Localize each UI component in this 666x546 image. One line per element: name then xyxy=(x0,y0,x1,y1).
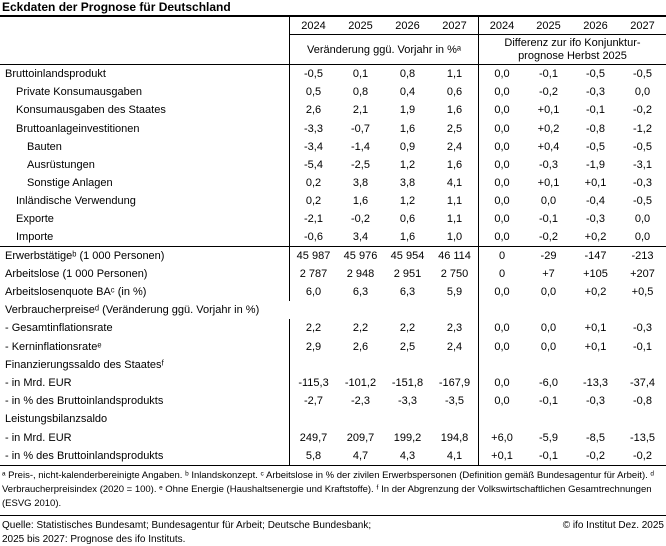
table-row xyxy=(0,265,666,283)
cell-value: 4,7 xyxy=(352,449,369,462)
cell-value: 2 948 xyxy=(346,267,375,280)
table-header xyxy=(0,17,666,65)
cell-value: 0 xyxy=(478,247,525,265)
source-line2: 2025 bis 2027: Prognose des ifo Instituts. xyxy=(2,534,186,546)
cell-value: 2,6 xyxy=(305,104,322,117)
cell-value: -0,3 xyxy=(586,213,605,226)
row-label: Private Konsumausgaben xyxy=(0,83,290,101)
row-label: Finanzierungssaldo des Staatesᶠ xyxy=(0,356,290,374)
row-label: - in Mrd. EUR xyxy=(0,428,290,446)
cell-value: +0,1 xyxy=(537,104,560,117)
cell-value: 194,8 xyxy=(440,431,469,444)
cell-value: 2,5 xyxy=(446,122,463,135)
cell-value xyxy=(572,356,619,374)
cell-value: -1,9 xyxy=(586,158,605,171)
year-column-header: 2027 xyxy=(431,17,478,35)
cell-value: 0,0 xyxy=(478,319,525,337)
cell-value: 5,8 xyxy=(305,449,322,462)
table-row xyxy=(0,174,666,192)
subtitle-change-yoy: Veränderung ggü. Vorjahr in %ᵃ xyxy=(307,43,461,56)
row-label: Konsumausgaben des Staates xyxy=(0,101,290,119)
cell-value: 0,0 xyxy=(478,374,525,392)
cell-value: +0,1 xyxy=(584,177,607,190)
row-label: - in % des Bruttoinlandsprodukts xyxy=(0,447,290,465)
table-row xyxy=(0,338,666,356)
cell-value: -5,9 xyxy=(539,431,558,444)
cell-value: 45 976 xyxy=(343,249,378,262)
cell-value: -101,2 xyxy=(344,377,377,389)
cell-value: 0,0 xyxy=(478,392,525,410)
cell-value: -3,1 xyxy=(633,158,652,171)
cell-value: -0,5 xyxy=(633,195,652,208)
row-label: Bauten xyxy=(0,138,290,156)
cell-value: 3,8 xyxy=(352,177,369,190)
cell-value: 2,9 xyxy=(305,340,322,353)
cell-value: -3,3 xyxy=(304,122,323,135)
row-label: - in % des Bruttoinlandsprodukts xyxy=(0,392,290,410)
cell-value: -3,5 xyxy=(445,395,464,408)
cell-value: +0,2 xyxy=(584,231,607,244)
cell-value: -0,3 xyxy=(586,395,605,408)
cell-value xyxy=(478,301,525,319)
header-spacer xyxy=(0,17,290,64)
cell-value: -0,1 xyxy=(539,68,558,81)
cell-value: 2,1 xyxy=(352,104,369,117)
cell-value: 2,2 xyxy=(305,322,322,335)
year-column-header: 2026 xyxy=(572,17,619,35)
row-label: Arbeitslose (1 000 Personen) xyxy=(0,265,290,283)
cell-value xyxy=(384,410,431,428)
cell-value: -0,5 xyxy=(633,140,652,153)
table-row xyxy=(0,319,666,337)
cell-value: 5,9 xyxy=(446,286,463,299)
cell-value xyxy=(478,410,525,428)
cell-value: -3,4 xyxy=(304,140,323,153)
cell-value: -0,1 xyxy=(539,213,558,226)
cell-value: -0,1 xyxy=(586,104,605,117)
cell-value: 0,0 xyxy=(478,83,525,101)
cell-value: 45 987 xyxy=(296,249,331,262)
cell-value: 0,0 xyxy=(478,192,525,210)
cell-value: 3,4 xyxy=(352,231,369,244)
cell-value: -1,4 xyxy=(351,140,370,153)
cell-value: 0,0 xyxy=(478,101,525,119)
cell-value xyxy=(337,356,384,374)
cell-value: 1,6 xyxy=(352,195,369,208)
cell-value: 0,0 xyxy=(478,138,525,156)
cell-value: 6,0 xyxy=(305,286,322,299)
table-row xyxy=(0,120,666,138)
cell-value: -13,3 xyxy=(582,377,609,389)
cell-value: +0,2 xyxy=(537,122,560,135)
row-label: Leistungsbilanzsaldo xyxy=(0,410,290,428)
cell-value: -37,4 xyxy=(629,377,656,389)
cell-value: 2 951 xyxy=(393,267,422,280)
cell-value: -2,5 xyxy=(351,158,370,171)
cell-value: 1,2 xyxy=(399,158,416,171)
cell-value: +0,4 xyxy=(537,140,560,153)
cell-value: +105 xyxy=(583,267,608,280)
table-row xyxy=(0,138,666,156)
cell-value xyxy=(525,301,572,319)
row-label: Exporte xyxy=(0,210,290,228)
cell-value: 2,4 xyxy=(446,340,463,353)
cell-value: 0,4 xyxy=(399,86,416,99)
row-label: Bruttoinlandsprodukt xyxy=(0,65,290,83)
cell-value: -0,1 xyxy=(633,340,652,353)
cell-value: 0,5 xyxy=(305,86,322,99)
cell-value: 46 114 xyxy=(438,249,471,262)
year-column-header: 2027 xyxy=(619,17,666,35)
cell-value: 0 xyxy=(478,265,525,283)
cell-value: 0,6 xyxy=(399,213,416,226)
cell-value: -0,7 xyxy=(351,122,370,135)
cell-value: -0,3 xyxy=(586,86,605,99)
row-label: Bruttoanlageinvestitionen xyxy=(0,120,290,138)
cell-value: 0,6 xyxy=(446,86,463,99)
cell-value: 209,7 xyxy=(346,431,375,444)
cell-value: -0,2 xyxy=(539,86,558,99)
row-label: Arbeitslosenquote BAᶜ (in %) xyxy=(0,283,290,301)
cell-value: 0,2 xyxy=(305,195,322,208)
year-column-header: 2024 xyxy=(478,17,525,35)
cell-value: +0,1 xyxy=(584,322,607,335)
table-row xyxy=(0,229,666,247)
cell-value xyxy=(619,410,666,428)
cell-value: 1,6 xyxy=(446,104,463,117)
cell-value: -147 xyxy=(584,249,607,262)
cell-value: -0,8 xyxy=(586,122,605,135)
cell-value: -0,6 xyxy=(304,231,323,244)
cell-value: 2 750 xyxy=(440,267,469,280)
cell-value: -0,3 xyxy=(633,177,652,190)
cell-value: 0,2 xyxy=(305,177,322,190)
cell-value: 0,1 xyxy=(352,68,369,81)
cell-value: -0,1 xyxy=(539,449,558,462)
cell-value: 0,0 xyxy=(478,210,525,228)
table-title: Eckdaten der Prognose für Deutschland xyxy=(0,0,666,17)
cell-value: -0,5 xyxy=(586,68,605,81)
cell-value: -29 xyxy=(540,249,557,262)
cell-value: -3,3 xyxy=(398,395,417,408)
cell-value: 6,3 xyxy=(399,286,416,299)
cell-value: +7 xyxy=(542,267,555,280)
row-label: Sonstige Anlagen xyxy=(0,174,290,192)
cell-value xyxy=(384,356,431,374)
source-line1: Quelle: Statistisches Bundesamt; Bundesagentur für Arbeit; Deutsche Bundesbank; xyxy=(2,520,372,532)
cell-value: -0,2 xyxy=(586,449,605,462)
cell-value: 0,9 xyxy=(399,140,416,153)
cell-value: 45 954 xyxy=(390,249,425,262)
row-label: - in Mrd. EUR xyxy=(0,374,290,392)
cell-value: 1,0 xyxy=(446,231,463,244)
cell-value: 6,3 xyxy=(352,286,369,299)
row-label: Verbraucherpreiseᵈ (Veränderung ggü. Vorjahr in %) xyxy=(5,304,260,317)
table-row xyxy=(0,356,666,374)
cell-value: +0,1 xyxy=(537,177,560,190)
cell-value: 1,1 xyxy=(446,195,463,208)
cell-value: -0,5 xyxy=(586,140,605,153)
row-label: - Kerninflationsrateᵉ xyxy=(0,338,290,356)
cell-value: 0,0 xyxy=(634,86,651,99)
cell-value: -0,8 xyxy=(633,395,652,408)
cell-value xyxy=(619,301,666,319)
cell-value: 1,1 xyxy=(446,68,463,81)
cell-value: 0,0 xyxy=(478,229,525,246)
copyright-notice: © ifo Institut Dez. 2025 xyxy=(562,520,664,532)
cell-value: 1,1 xyxy=(446,213,463,226)
cell-value: +0,1 xyxy=(584,340,607,353)
cell-value: -0,2 xyxy=(633,449,652,462)
cell-value xyxy=(525,410,572,428)
cell-value: -151,8 xyxy=(391,377,424,389)
cell-value: 1,6 xyxy=(446,158,463,171)
cell-value: 0,0 xyxy=(478,156,525,174)
cell-value: 0,8 xyxy=(399,68,416,81)
cell-value: -13,5 xyxy=(629,431,656,444)
source-block xyxy=(0,516,666,546)
cell-value: +207 xyxy=(630,267,655,280)
table-row xyxy=(0,192,666,210)
row-label: Importe xyxy=(0,229,290,246)
cell-value xyxy=(290,356,337,374)
cell-value: 0,0 xyxy=(540,322,557,335)
cell-value: 0,0 xyxy=(478,174,525,192)
cell-value: 0,0 xyxy=(540,195,557,208)
table-row xyxy=(0,447,666,465)
cell-value: 1,9 xyxy=(399,104,416,117)
cell-value: +0,5 xyxy=(631,286,654,299)
cell-value xyxy=(525,356,572,374)
cell-value xyxy=(572,410,619,428)
subtitle-diff-forecast: Differenz zur ifo Konjunktur- prognose Herbst 2025 xyxy=(478,35,666,64)
year-column-header: 2024 xyxy=(290,17,337,35)
cell-value: 1,6 xyxy=(399,231,416,244)
cell-value: -0,1 xyxy=(539,395,558,408)
cell-value: 2 787 xyxy=(299,267,328,280)
cell-value: 2,4 xyxy=(446,140,463,153)
cell-value: -213 xyxy=(631,249,654,262)
cell-value: -1,2 xyxy=(633,122,652,135)
year-column-header: 2026 xyxy=(384,17,431,35)
cell-value xyxy=(290,410,337,428)
cell-value: 0,0 xyxy=(540,340,557,353)
cell-value: 0,0 xyxy=(634,231,651,244)
cell-value: 0,0 xyxy=(478,65,525,83)
cell-value xyxy=(337,410,384,428)
table-row xyxy=(0,410,666,428)
cell-value: 199,2 xyxy=(393,431,422,444)
cell-value: 0,0 xyxy=(540,286,557,299)
table-body xyxy=(0,65,666,466)
cell-value: 4,1 xyxy=(446,177,463,190)
year-column-header: 2025 xyxy=(337,17,384,35)
cell-value: -0,2 xyxy=(351,213,370,226)
cell-value: -0,2 xyxy=(539,231,558,244)
cell-value: +6,0 xyxy=(478,428,525,446)
table-row xyxy=(0,283,666,301)
table-row xyxy=(0,374,666,392)
row-label: Ausrüstungen xyxy=(0,156,290,174)
cell-value: -0,4 xyxy=(586,195,605,208)
cell-value: -0,3 xyxy=(539,158,558,171)
year-column-header: 2025 xyxy=(525,17,572,35)
cell-value: -0,3 xyxy=(633,322,652,335)
cell-value: 1,2 xyxy=(399,195,416,208)
cell-value: 0,0 xyxy=(478,283,525,301)
cell-value: -0,5 xyxy=(633,68,652,81)
cell-value: -115,3 xyxy=(298,377,329,389)
footnotes: ᵃ Preis-, nicht-kalenderbereinigte Angaben. ᵇ Inlandskonzept. ᶜ Arbeitslose in % der zivilen Erwerbspersonen (Definition gemäß Bundesagentur für Arbeit). ᵈ Verbraucherpreisindex (2020 = 100). ᵉ Ohne Energie (Haushaltsenergie und Kraftstoffe). ᶠ In der Abgrenzung der Volkswirtschaftlichen Gesamtrechnungen (ESVG 2010). xyxy=(0,466,666,517)
cell-value: 2,2 xyxy=(399,322,416,335)
table-row xyxy=(0,83,666,101)
table-row xyxy=(0,156,666,174)
cell-value: 2,2 xyxy=(352,322,369,335)
cell-value: -2,3 xyxy=(351,395,370,408)
table-row xyxy=(0,392,666,410)
cell-value: 0,8 xyxy=(352,86,369,99)
cell-value xyxy=(478,356,525,374)
cell-value: +0,1 xyxy=(478,447,525,465)
cell-value: 0,0 xyxy=(634,213,651,226)
cell-value: 2,6 xyxy=(352,340,369,353)
cell-value xyxy=(619,356,666,374)
cell-value: -2,1 xyxy=(304,213,323,226)
row-label: Inländische Verwendung xyxy=(0,192,290,210)
cell-value: +0,2 xyxy=(584,286,607,299)
cell-value: 0,0 xyxy=(478,338,525,356)
table-row xyxy=(0,428,666,446)
cell-value: 2,5 xyxy=(399,340,416,353)
cell-value: 1,6 xyxy=(399,122,416,135)
cell-value: -2,7 xyxy=(304,395,323,408)
cell-value: -167,9 xyxy=(438,377,471,389)
cell-value: -0,2 xyxy=(633,104,652,117)
row-label: - Gesamtinflationsrate xyxy=(0,319,290,337)
cell-value: -6,0 xyxy=(539,377,558,389)
cell-value: -8,5 xyxy=(586,431,605,444)
table-row xyxy=(0,101,666,119)
row-label: Erwerbstätigeᵇ (1 000 Personen) xyxy=(0,247,290,265)
cell-value xyxy=(572,301,619,319)
table-row xyxy=(0,65,666,83)
cell-value xyxy=(431,410,478,428)
cell-value: 249,7 xyxy=(299,431,328,444)
cell-value: -5,4 xyxy=(304,158,323,171)
table-row xyxy=(0,210,666,228)
cell-value xyxy=(431,356,478,374)
table-row xyxy=(0,247,666,265)
cell-value: 4,3 xyxy=(399,449,416,462)
table-row xyxy=(0,301,666,319)
cell-value: 3,8 xyxy=(399,177,416,190)
cell-value: 4,1 xyxy=(446,449,463,462)
cell-value: 2,3 xyxy=(446,322,463,335)
cell-value: -0,5 xyxy=(304,68,323,81)
cell-value: 0,0 xyxy=(478,120,525,138)
